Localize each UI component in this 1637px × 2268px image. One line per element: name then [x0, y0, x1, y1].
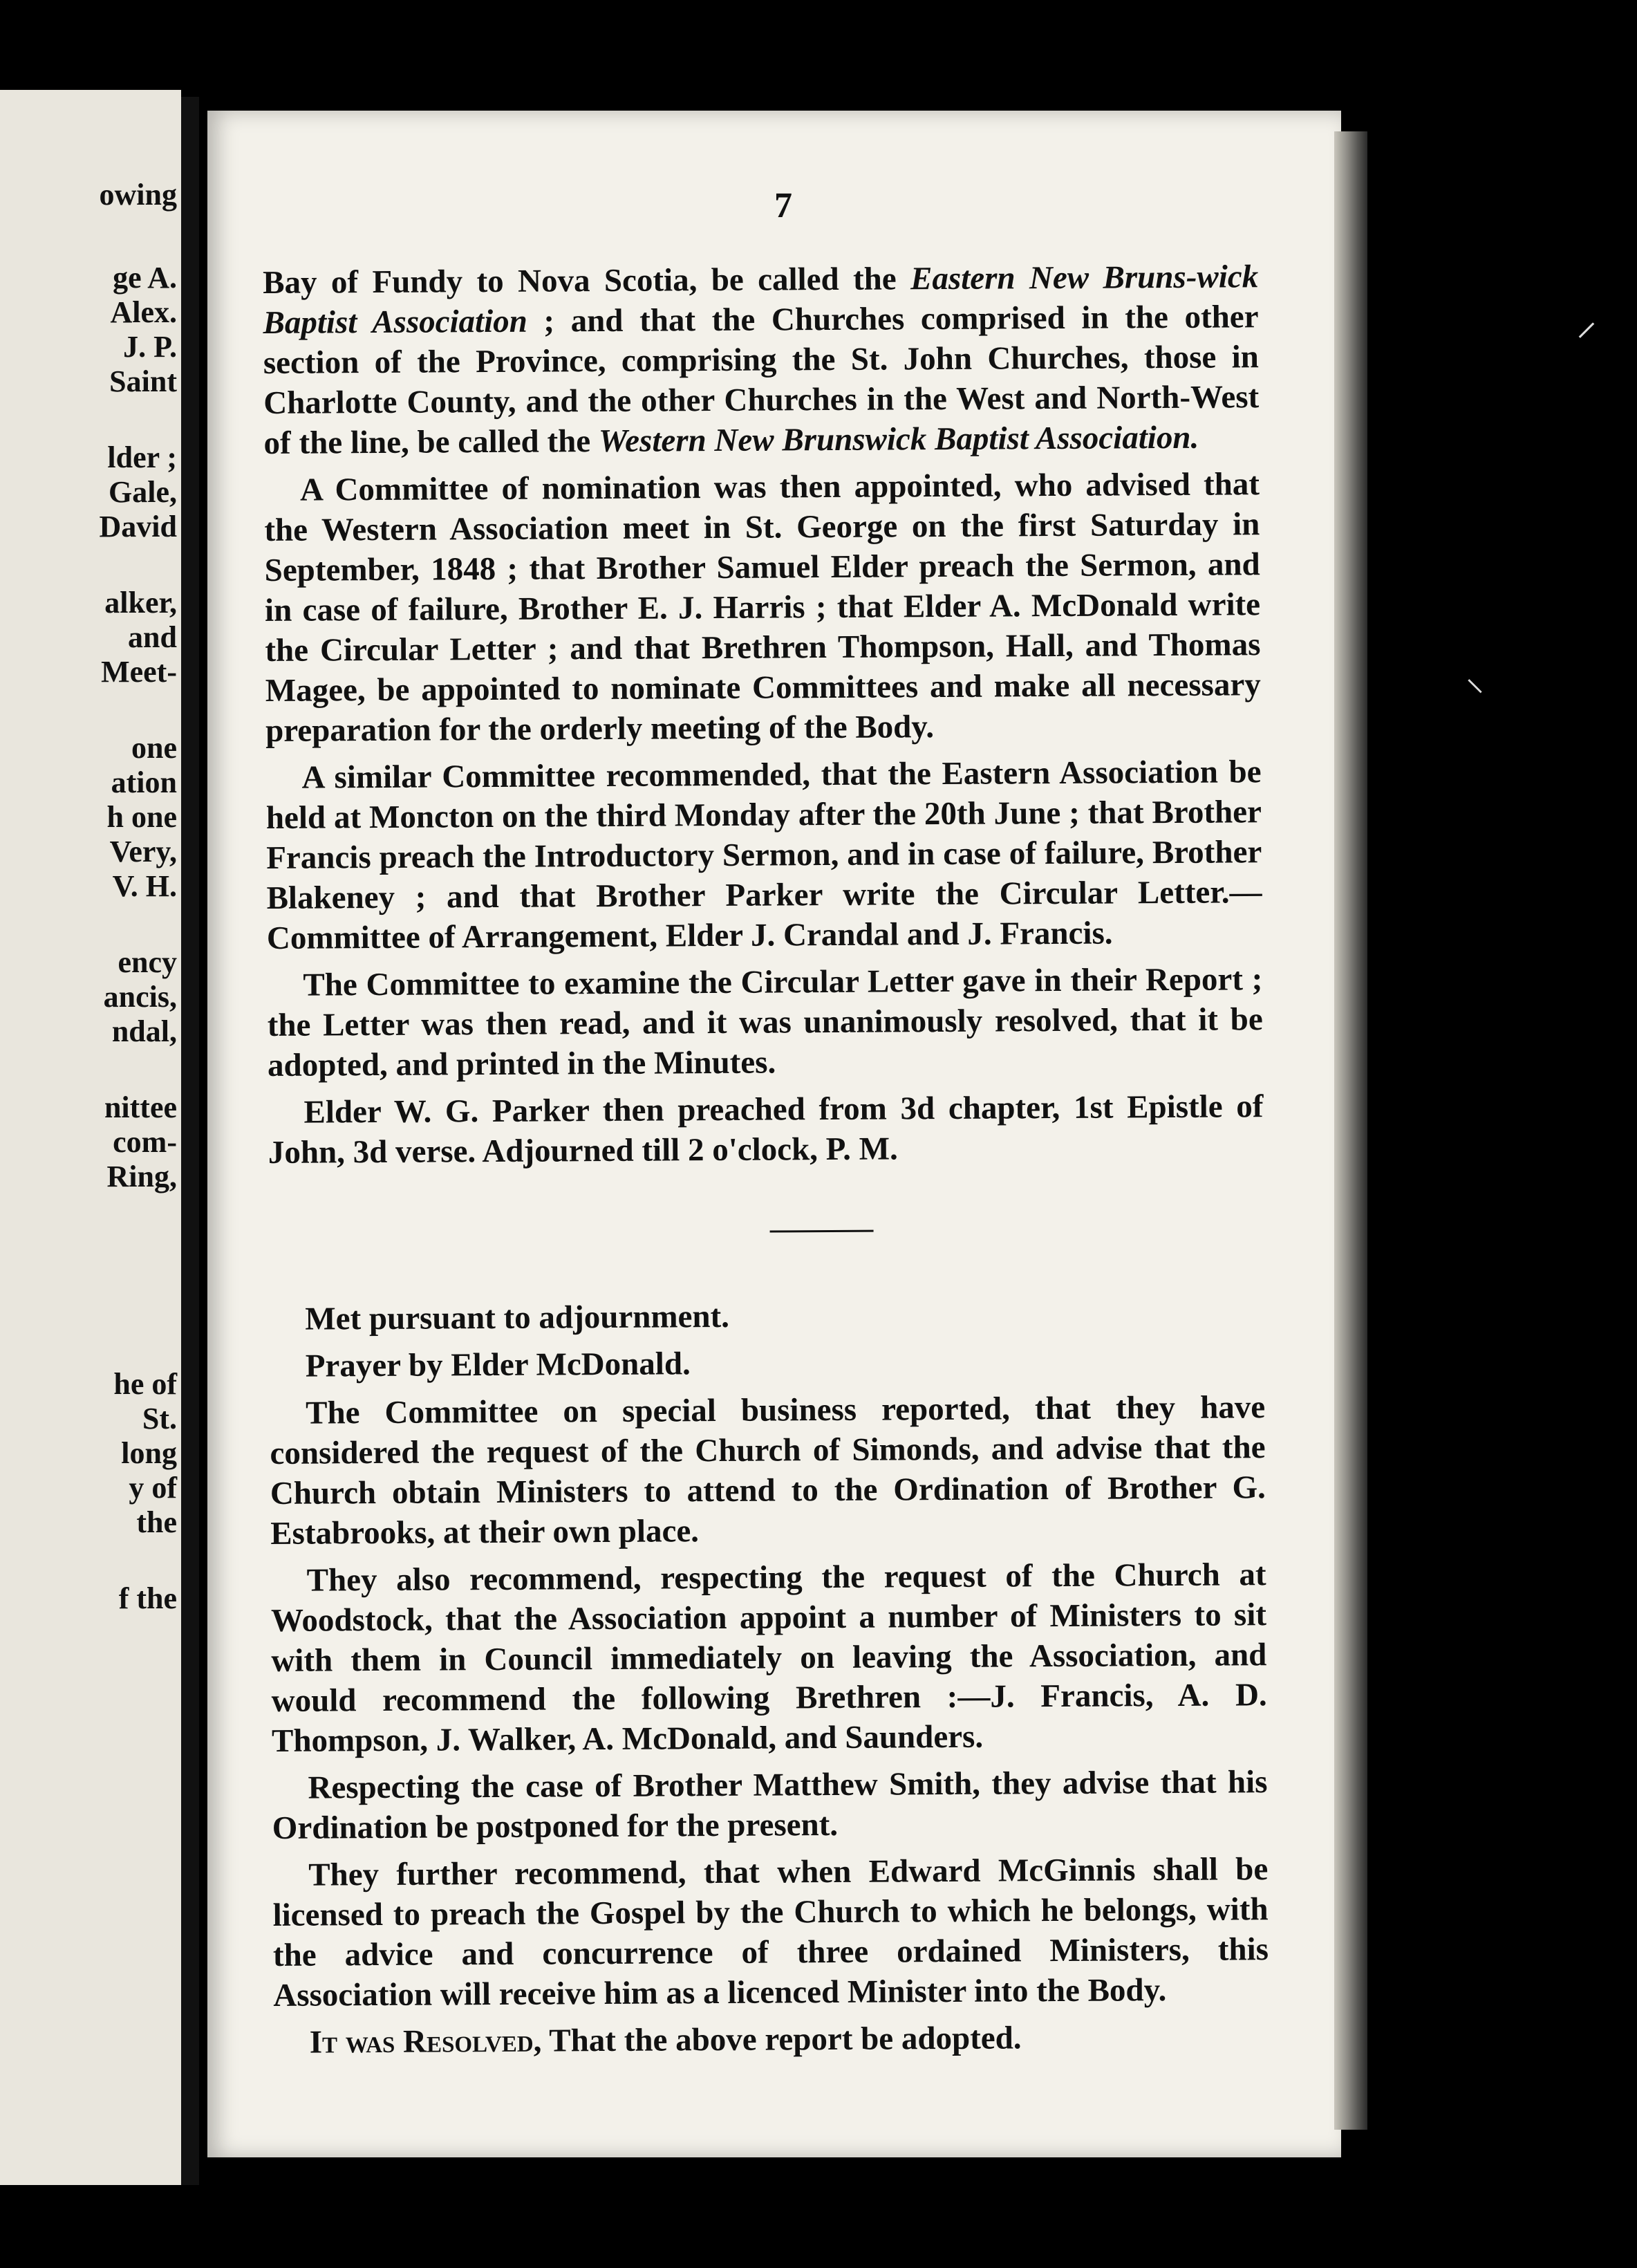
- left-page-fragment: Ring,: [106, 1160, 177, 1193]
- paragraph-9: They also recommend, respecting the request of the Church at Woodstock, that the Association appoint a number of Ministers to sit with them in Council immediately on leaving the Association, and would recommend the following Brethren :—J. Francis, A. D. Thompson, J. Walker, A. McDonald, and Saunders.: [270, 1556, 1267, 1759]
- page-number: 7: [774, 186, 792, 225]
- left-page-fragment: nittee: [104, 1090, 177, 1124]
- left-page-fragment: alker,: [104, 586, 177, 620]
- left-page-fragment: ndal,: [111, 1014, 177, 1048]
- paragraph-1: [263, 257, 1260, 463]
- paragraph-7: Prayer by Elder McDonald.: [305, 1346, 691, 1384]
- paragraph-4: The Committee to examine the Circular Letter gave in their Report ; the Letter was then read, and it was unanimously resolved, that it be adopted, and printed in the Minutes.: [267, 961, 1263, 1084]
- page-edge: [1334, 131, 1367, 2130]
- paragraph-5: Elder W. G. Parker then preached from 3d chapter, 1st Epistle of John, 3d verse. Adjourned till 2 o'clock, P. M.: [268, 1088, 1264, 1171]
- left-page-fragment: Very,: [109, 835, 177, 868]
- association-name-eastern: Eastern New Bruns-wick Baptist Association: [263, 259, 1259, 341]
- left-page-fragment: J. P.: [123, 330, 177, 364]
- page-body: [263, 257, 1269, 2070]
- left-page-fragment: h one: [106, 800, 177, 834]
- paragraph-11: They further recommend, that when Edward McGinnis shall be licensed to preach the Gospel by the Church to which he belongs, with the advice and concurrence of three ordained Ministers, this Association will receive him as a licenced Minister into the Body.: [272, 1851, 1269, 2014]
- left-page-fragment: Alex.: [110, 295, 177, 329]
- left-page-fragment: he of: [113, 1367, 177, 1401]
- paragraph-6: Met pursuant to adjournment.: [305, 1298, 730, 1337]
- left-page-fragment: Meet-: [101, 655, 177, 689]
- left-page-fragment: one: [131, 731, 177, 765]
- paragraph-12: [274, 2016, 1269, 2063]
- left-page-fragment: ency: [118, 945, 177, 979]
- left-page-fragment: lder ;: [107, 440, 177, 474]
- margin-mark: ⸝: [1576, 298, 1597, 344]
- association-name-western: Western New Brunswick Baptist Association.: [598, 419, 1199, 460]
- left-page-fragment: St.: [142, 1402, 177, 1435]
- left-page-fragment: Saint: [109, 364, 177, 398]
- text-run: ; and that the Churches comprised in the other section of the Province, comprising the St. John Churches, those in Charlotte County, and the other Churches in the West and North-West of the line, be called the: [263, 299, 1260, 461]
- left-page-fragment: Gale,: [109, 475, 177, 509]
- margin-mark: ⸜: [1466, 657, 1484, 698]
- paragraph-10: Respecting the case of Brother Matthew Smith, they advise that his Ordination be postponed for the present.: [272, 1764, 1268, 1846]
- left-page-fragment: y of: [129, 1471, 177, 1505]
- left-page-fragment: V. H.: [112, 869, 177, 903]
- section-divider: [770, 1230, 874, 1233]
- left-page-fragment: f the: [118, 1581, 177, 1615]
- left-page-text-fragments: [0, 90, 181, 2185]
- left-page-fragment: David: [99, 510, 177, 543]
- left-page-fragment: and: [128, 620, 177, 654]
- left-page-fragment: the: [136, 1505, 177, 1539]
- paragraph-3: A similar Committee recommended, that the Eastern Association be held at Moncton on the third Monday after the 20th June ; that Brother Francis preach the Introductory Sermon, and in case of failure, Brother Blakeney ; and that Brother Parker write the Circular Letter.—Committee of Arrangement, Elder J. Crandal and J. Francis.: [265, 754, 1262, 956]
- left-page-fragment: ancis,: [103, 980, 177, 1014]
- text-run: Bay of Fundy to Nova Scotia, be called the: [263, 261, 911, 301]
- left-page-fragment: owing: [99, 178, 177, 212]
- left-page-fragment: com-: [113, 1125, 177, 1159]
- book-gutter: [181, 97, 199, 2185]
- left-facing-page: [0, 90, 181, 2185]
- left-page-fragment: long: [121, 1436, 177, 1470]
- text-run: That the above report be adopted.: [541, 2020, 1022, 2059]
- left-page-fragment: ge A.: [113, 261, 177, 295]
- resolved-heading: It was Resolved,: [309, 2023, 542, 2061]
- left-page-fragment: ation: [111, 765, 177, 799]
- paragraph-8: The Committee on special business reported, that they have considered the request of the Church of Simonds, and advise that the Church obtain Ministers to attend to the Ordination of Brother G. Estabrooks, at their own place.: [270, 1389, 1266, 1552]
- paragraph-2: A Committee of nomination was then appointed, who advised that the Western Association meet in St. George on the first Saturday in September, 1848 ; that Brother Samuel Elder preach the Sermon, and in case of failure, Brother E. J. Harris ; that Elder A. McDonald write the Circular Letter ; and that Brethren Thompson, Hall, and Thomas Magee, be appointed to nominate Committees and make all necessary preparation for the orderly meeting of the Body.: [264, 466, 1261, 749]
